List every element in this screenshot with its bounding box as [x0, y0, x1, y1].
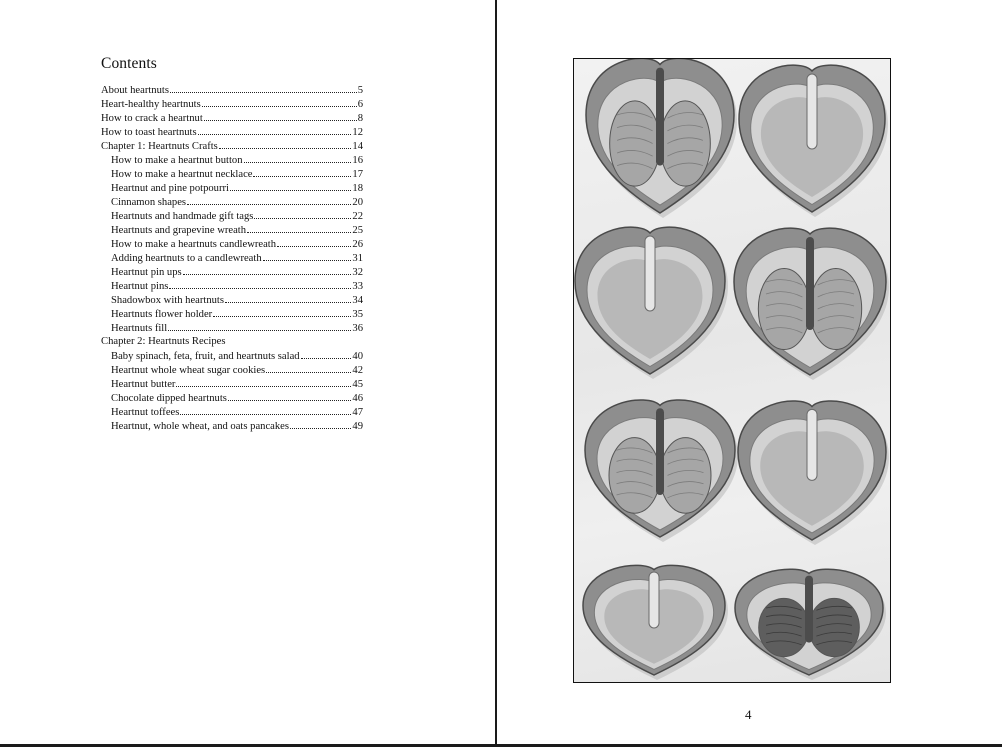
toc-entry-page: 8 [357, 113, 363, 124]
toc-entry-label: Heartnuts flower holder [111, 309, 213, 320]
toc-entry-label: Chapter 2: Heartnuts Recipes [101, 336, 226, 347]
toc-entry [101, 349, 363, 363]
toc-entry-page: 22 [352, 211, 363, 222]
toc-leader-dots [225, 293, 351, 303]
toc-entry-page: 32 [352, 267, 363, 278]
toc-entry-label: Chapter 1: Heartnuts Crafts [101, 141, 218, 152]
toc-entry [101, 181, 363, 195]
toc-entry-label: Heartnut, whole wheat, and oats pancakes [111, 421, 289, 432]
toc-entry [101, 265, 363, 279]
toc-entry-label: How to make a heartnuts candlewreath [111, 239, 277, 250]
toc-entry-label: Heartnuts fill [111, 323, 168, 334]
toc-entry-label: Heartnut pin ups [111, 267, 182, 278]
toc-entry-page: 16 [352, 155, 363, 166]
toc-entry [101, 83, 363, 97]
toc-entry-label: How to toast heartnuts [101, 127, 197, 138]
toc-entry-page: 49 [352, 421, 363, 432]
toc-leader-dots [244, 153, 352, 163]
toc-entry [101, 293, 363, 307]
toc-entry-label: Heartnuts and handmade gift tags [111, 211, 254, 222]
toc-leader-dots [187, 195, 351, 205]
heartnut-shell [738, 401, 889, 545]
toc-entry [101, 209, 363, 223]
toc-entry [101, 251, 363, 265]
heartnut-shell [586, 59, 737, 218]
toc-entry-page: 47 [352, 407, 363, 418]
toc-entry [101, 307, 363, 321]
toc-entry-page: 26 [352, 239, 363, 250]
toc-leader-dots [168, 321, 351, 331]
toc-entry-page: 46 [352, 393, 363, 404]
toc-leader-dots [228, 391, 351, 401]
heartnut-shell [575, 227, 728, 379]
toc-leader-dots [180, 405, 351, 415]
toc-entry-label: Heartnut and pine potpourri [111, 183, 229, 194]
toc-leader-dots [198, 125, 352, 135]
toc-entry [101, 419, 363, 433]
toc-entry [101, 391, 363, 405]
toc-entry [101, 111, 363, 125]
toc-entry [101, 279, 363, 293]
toc-entry-label: Heartnut pins [111, 281, 169, 292]
toc-entry-page: 17 [352, 169, 363, 180]
toc-leader-dots [230, 181, 351, 191]
toc-entry-page: 36 [352, 323, 363, 334]
heartnut-shell [739, 65, 888, 217]
toc-entry-page: 25 [352, 225, 363, 236]
toc-entry [101, 223, 363, 237]
toc-entry-page: 33 [352, 281, 363, 292]
toc-entry [101, 363, 363, 377]
toc-entry [101, 321, 363, 335]
toc-entry-page: 18 [352, 183, 363, 194]
toc-leader-dots [263, 251, 352, 261]
toc-entry-page: 14 [352, 141, 363, 152]
page-number: 4 [745, 707, 752, 722]
toc-leader-dots [219, 139, 352, 149]
toc-entry-label: Baby spinach, feta, fruit, and heartnuts salad [111, 351, 300, 362]
toc-entry [101, 195, 363, 209]
toc-leader-dots [254, 209, 351, 219]
toc-leader-dots [202, 97, 357, 107]
heartnut-shell [735, 569, 886, 680]
toc-leader-dots [169, 279, 351, 289]
toc-entry-label: Chocolate dipped heartnuts [111, 393, 227, 404]
table-of-contents [101, 55, 363, 433]
toc-entry-page: 20 [352, 197, 363, 208]
left-page [0, 0, 496, 744]
toc-leader-dots [213, 307, 351, 317]
toc-leader-dots [176, 377, 351, 387]
toc-entry [101, 167, 363, 181]
toc-title: Contents [101, 55, 157, 72]
toc-leader-dots [290, 419, 351, 429]
toc-entry [101, 335, 363, 349]
toc-leader-dots [247, 223, 351, 233]
toc-entry-label: Heartnut toffees [111, 407, 180, 418]
toc-leader-dots [301, 349, 352, 359]
toc-entry-label: Heartnuts and grapevine wreath [111, 225, 247, 236]
toc-entry-label: How to make a heartnut necklace [111, 169, 253, 180]
toc-entry-label: Heart-healthy heartnuts [101, 99, 201, 110]
toc-entry [101, 97, 363, 111]
toc-entry [101, 153, 363, 167]
toc-entry-page: 45 [352, 379, 363, 390]
toc-entry-label: Shadowbox with heartnuts [111, 295, 224, 306]
toc-entry-label: Adding heartnuts to a candlewreath [111, 253, 262, 264]
heartnut-shell [585, 400, 738, 542]
toc-entry-page: 40 [352, 351, 363, 362]
toc-entry-label: Heartnut whole wheat sugar cookies [111, 365, 266, 376]
toc-leader-dots [170, 83, 357, 93]
heartnut-photo [573, 58, 891, 683]
toc-entry-page: 5 [357, 85, 363, 96]
heartnut-photo-art [574, 59, 890, 682]
toc-leader-dots [277, 237, 351, 247]
toc-entry-page: 35 [352, 309, 363, 320]
toc-leader-dots [253, 167, 351, 177]
toc-leader-dots [204, 111, 357, 121]
toc-entry-page: 42 [352, 365, 363, 376]
toc-entry-page: 6 [357, 99, 363, 110]
toc-entry-label: Cinnamon shapes [111, 197, 187, 208]
toc-entry [101, 125, 363, 139]
toc-entry [101, 237, 363, 251]
toc-entry [101, 139, 363, 153]
toc-list [101, 83, 363, 433]
toc-leader-dots [183, 265, 352, 275]
toc-entry [101, 405, 363, 419]
toc-entry [101, 377, 363, 391]
heartnut-shell [583, 565, 728, 680]
toc-entry-label: About heartnuts [101, 85, 169, 96]
toc-entry-label: How to make a heartnut button [111, 155, 243, 166]
toc-entry-label: Heartnut butter [111, 379, 176, 390]
toc-entry-page: 12 [352, 127, 363, 138]
toc-entry-page: 34 [352, 295, 363, 306]
toc-entry-label: How to crack a heartnut [101, 113, 203, 124]
heartnut-shell [734, 228, 889, 380]
toc-leader-dots [266, 363, 351, 373]
toc-entry-page: 31 [352, 253, 363, 264]
